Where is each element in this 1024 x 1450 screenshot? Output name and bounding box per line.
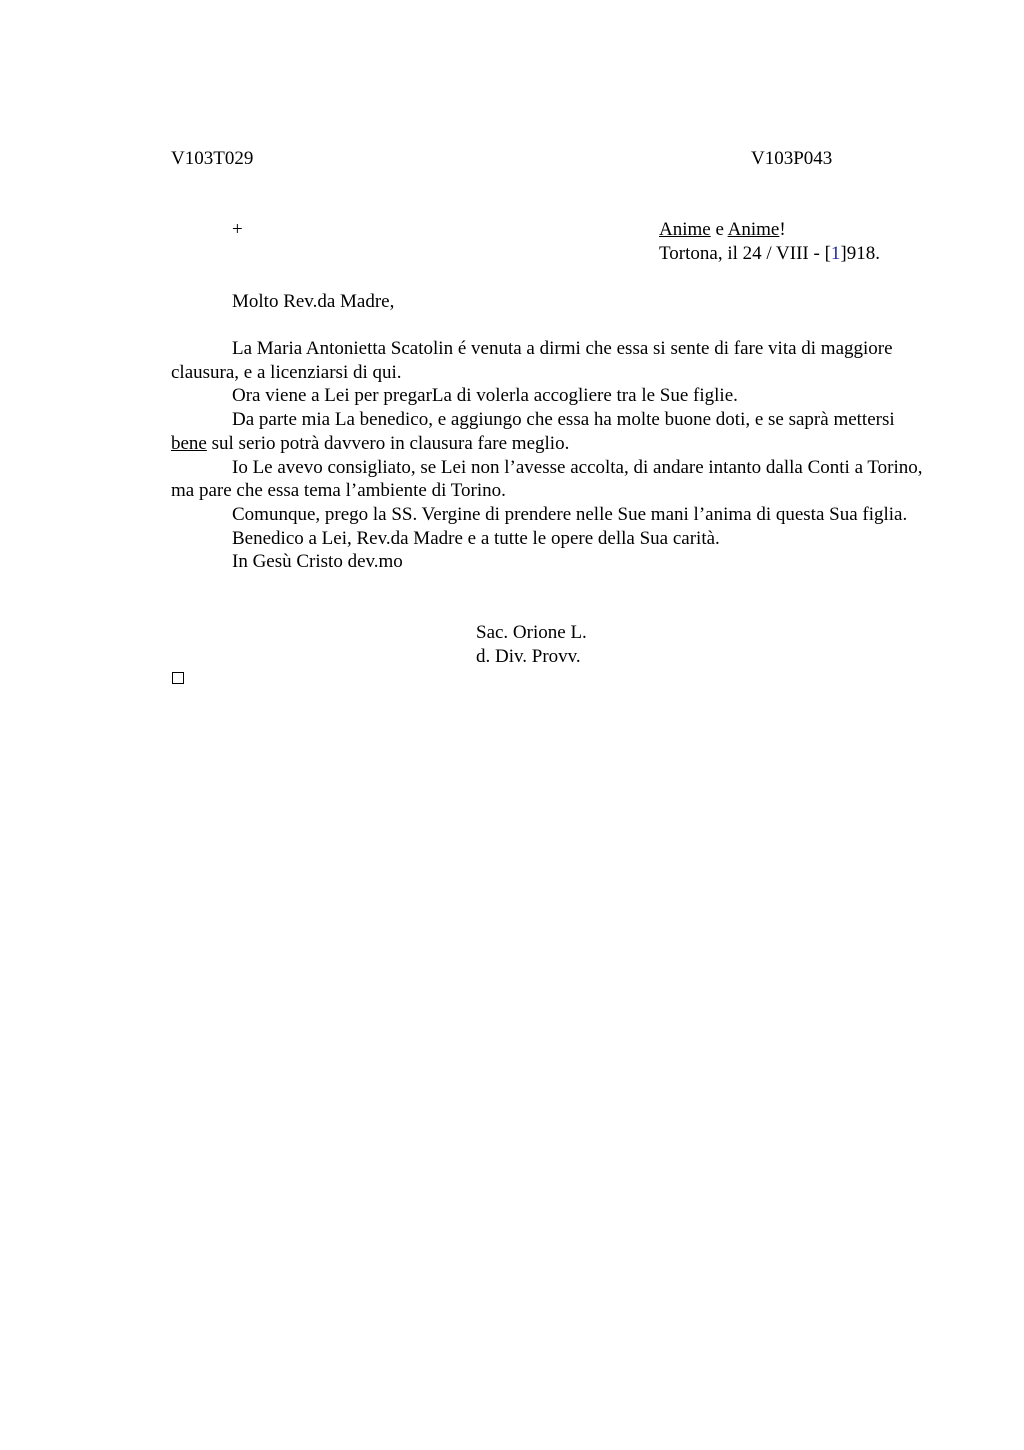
cross-symbol: + [232,219,243,240]
paragraph: La Maria Antonietta Scatolin é venuta a dirmi che essa si sente di fare vita di maggiore clausura, e a licenziarsi di qui. [171,338,893,383]
square-outline-icon [172,672,184,684]
date-prefix: Tortona, il 24 / VIII - [659,243,825,264]
closing: In Gesù Cristo dev.mo [232,551,403,573]
document-code-right: V103P043 [751,148,833,169]
dateline [659,242,880,266]
motto [659,218,786,242]
paragraph-text: Da parte mia La benedico, e aggiungo che essa ha molte buone doti, e se saprà mettersi [232,409,895,431]
motto-tail: ! [779,219,786,240]
salutation: Molto Rev.da Madre, [232,291,395,312]
letter-body [171,337,931,574]
signature-name: Sac. Orione L. [476,622,587,643]
paragraph: Io Le avevo consigliato, se Lei non l’avesse accolta, di andare intanto dalla Conti a Torino, ma pare che essa tema l’ambiente di Torino. [171,456,923,502]
motto-word-2: Anime [727,219,780,240]
date-suffix: 918. [846,243,880,264]
date-bracket-open: [ [824,243,831,264]
paragraph: Benedico a Lei, Rev.da Madre e a tutte le opere della Sua carità. [232,527,720,549]
underlined-word: bene [171,432,207,454]
paragraph-text: sul serio potrà davvero in clausura fare meglio. [206,432,570,454]
date-bracket-close: ] [840,243,847,264]
signature-title: d. Div. Provv. [476,646,581,667]
date-bracket-digit: 1 [830,243,841,264]
motto-middle: e [710,219,728,240]
document-code-left: V103T029 [171,148,254,169]
paragraph [171,408,931,455]
paragraph: Comunque, prego la SS. Vergine di prendere nelle Sue mani l’anima di questa Sua figlia. [232,503,908,525]
motto-word-1: Anime [659,219,711,240]
paragraph: Ora viene a Lei per pregarLa di volerla accogliere tra le Sue figlie. [232,385,738,407]
